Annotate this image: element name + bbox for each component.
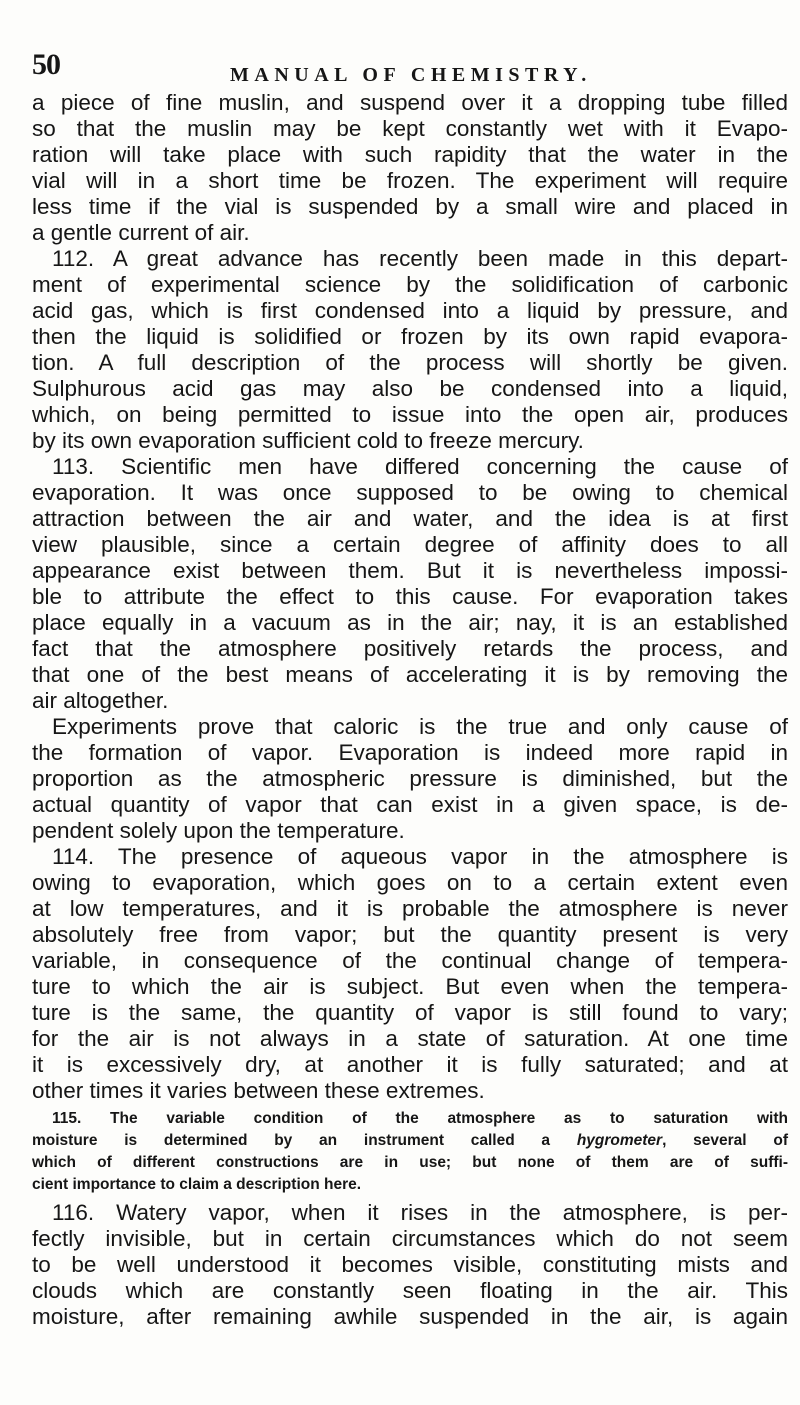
text-line: so that the muslin may be kept constantly wet with it Evapo- <box>32 116 788 141</box>
text-line: ture is the same, the quantity of vapor is still found to vary; <box>32 1000 788 1025</box>
text-line: then the liquid is solidified or frozen by its own rapid evapora- <box>32 324 788 349</box>
text-line: to be well understood it becomes visible, constituting mists and <box>32 1252 788 1277</box>
paragraph-caloric-start: Experiments prove that caloric is the true and only cause of <box>52 714 788 739</box>
note-text: moisture is determined by an instrument called a <box>32 1132 577 1149</box>
text-line: for the air is not always in a state of saturation. At one time <box>32 1026 788 1051</box>
text-line: air altogether. <box>32 688 169 713</box>
body-text <box>32 90 788 1330</box>
text-line: evaporation. It was once supposed to be owing to chemical <box>32 480 788 505</box>
note-line <box>32 1130 788 1152</box>
text-line: absolutely free from vapor; but the quantity present is very <box>32 922 788 947</box>
text-line: other times it varies between these extremes. <box>32 1078 485 1103</box>
note-line: which of different constructions are in use; but none of them are of suffi- <box>32 1154 788 1171</box>
hygrometer-term: hygrometer <box>576 1132 663 1149</box>
text-line: fact that the atmosphere positively retards the process, and <box>32 636 788 661</box>
text-line: moisture, after remaining awhile suspended in the air, is again <box>32 1304 788 1329</box>
text-line: ble to attribute the effect to this cause. For evaporation takes <box>32 584 788 609</box>
text-line: owing to evaporation, which goes on to a certain extent even <box>32 870 788 895</box>
text-line: pendent solely upon the temperature. <box>32 818 405 843</box>
text-line: attraction between the air and water, and the idea is at first <box>32 506 788 531</box>
text-line: which, on being permitted to issue into the open air, produces <box>32 402 788 427</box>
note-line: cient importance to claim a description here. <box>32 1176 362 1193</box>
text-line: fectly invisible, but in certain circumstances which do not seem <box>32 1226 788 1251</box>
text-line: the formation of vapor. Evaporation is indeed more rapid in <box>32 740 788 765</box>
text-line: appearance exist between them. But it is nevertheless impossi- <box>32 558 788 583</box>
text-line: vial will in a short time be frozen. The experiment will require <box>32 168 788 193</box>
text-line: it is excessively dry, at another it is fully saturated; and at <box>32 1052 788 1077</box>
text-line: acid gas, which is first condensed into a liquid by pressure, and <box>32 298 788 323</box>
text-line: clouds which are constantly seen floating in the air. This <box>32 1278 788 1303</box>
text-line: view plausible, since a certain degree of affinity does to all <box>32 532 788 557</box>
paragraph-114-start: 114. The presence of aqueous vapor in the atmosphere is <box>52 844 788 869</box>
text-line: ture to which the air is subject. But even when the tempera- <box>32 974 788 999</box>
text-line: less time if the vial is suspended by a small wire and placed in <box>32 194 788 219</box>
paragraph-116-start: 116. Watery vapor, when it rises in the atmosphere, is per- <box>52 1200 788 1225</box>
text-line: by its own evaporation sufficient cold to freeze mercury. <box>32 428 584 453</box>
text-line: ment of experimental science by the solidification of carbonic <box>32 272 788 297</box>
text-line: proportion as the atmospheric pressure is diminished, but the <box>32 766 788 791</box>
text-line: at low temperatures, and it is probable the atmosphere is never <box>32 896 788 921</box>
text-line: actual quantity of vapor that can exist in a given space, is de- <box>32 792 788 817</box>
note-115-start: 115. The variable condition of the atmosphere as to saturation with <box>52 1110 788 1127</box>
text-line: place equally in a vacuum as in the air; nay, it is an established <box>32 610 788 635</box>
text-line: variable, in consequence of the continual change of tempera- <box>32 948 788 973</box>
page-number: 50 <box>32 48 60 81</box>
paragraph-113-start: 113. Scientific men have differed concerning the cause of <box>52 454 788 479</box>
text-line: that one of the best means of accelerating it is by removing the <box>32 662 788 687</box>
text-line: ration will take place with such rapidity that the water in the <box>32 142 788 167</box>
running-title: MANUAL OF CHEMISTRY. <box>230 64 592 86</box>
paragraph-112-start: 112. A great advance has recently been made in this depart- <box>52 246 788 271</box>
page-header <box>0 48 800 88</box>
text-line: a gentle current of air. <box>32 220 250 245</box>
text-line: Sulphurous acid gas may also be condensed into a liquid, <box>32 376 788 401</box>
text-line: tion. A full description of the process will shortly be given. <box>32 350 788 375</box>
text-line: a piece of fine muslin, and suspend over it a dropping tube filled <box>32 90 788 115</box>
note-text: , several of <box>662 1132 788 1149</box>
